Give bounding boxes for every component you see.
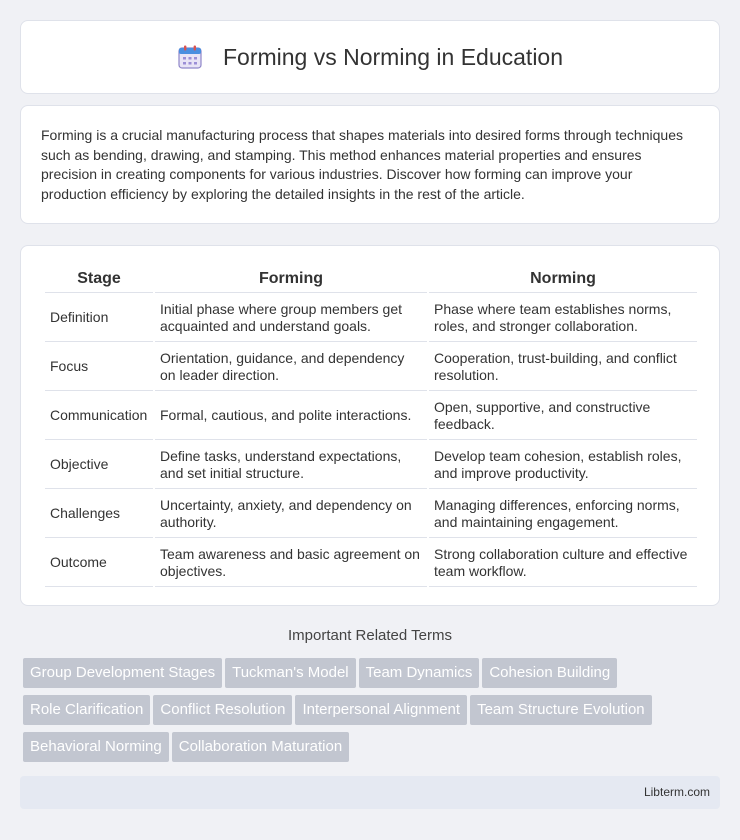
footer [20, 776, 720, 809]
stage-cell: Outcome [45, 540, 153, 587]
related-term-tag[interactable]: Interpersonal Alignment [295, 695, 467, 725]
column-header-norming: Norming [429, 268, 697, 293]
table-header-row [45, 268, 697, 293]
norming-cell: Phase where team establishes norms, roles, and stronger collaboration. [429, 295, 697, 342]
norming-cell: Managing differences, enforcing norms, and maintaining engagement. [429, 491, 697, 538]
table-row [45, 393, 697, 440]
related-term-tag[interactable]: Behavioral Norming [23, 732, 169, 762]
intro-text: Forming is a crucial manufacturing process that shapes materials into desired forms through techniques such as bending, drawing, and stamping. This method enhances material properties and ensures precision in creating components for various industries. Discover how forming can improve your production efficiency by exploring the detailed insights in the rest of the article. [41, 127, 683, 202]
related-term-tag[interactable]: Role Clarification [23, 695, 150, 725]
column-header-stage: Stage [45, 268, 153, 293]
column-header-forming: Forming [155, 268, 427, 293]
norming-cell: Open, supportive, and constructive feedback. [429, 393, 697, 440]
related-term-tag[interactable]: Team Structure Evolution [470, 695, 652, 725]
forming-cell: Formal, cautious, and polite interactions. [155, 393, 427, 440]
table-row [45, 442, 697, 489]
stage-cell: Focus [45, 344, 153, 391]
comparison-table [43, 266, 699, 589]
forming-cell: Define tasks, understand expectations, and set initial structure. [155, 442, 427, 489]
table-row [45, 540, 697, 587]
table-row [45, 295, 697, 342]
related-term-tag[interactable]: Group Development Stages [23, 658, 222, 688]
forming-cell: Orientation, guidance, and dependency on leader direction. [155, 344, 427, 391]
comparison-card [20, 245, 720, 606]
norming-cell: Develop team cohesion, establish roles, and improve productivity. [429, 442, 697, 489]
footer-site-link[interactable]: Libterm.com [643, 785, 710, 799]
forming-cell: Uncertainty, anxiety, and dependency on authority. [155, 491, 427, 538]
norming-cell: Strong collaboration culture and effective team workflow. [429, 540, 697, 587]
forming-cell: Initial phase where group members get acquainted and understand goals. [155, 295, 427, 342]
table-row [45, 491, 697, 538]
header-card [20, 20, 720, 94]
table-row [45, 344, 697, 391]
related-terms-list [23, 658, 723, 769]
related-terms-title: Important Related Terms [288, 627, 452, 644]
related-term-tag[interactable]: Conflict Resolution [153, 695, 292, 725]
stage-cell: Challenges [45, 491, 153, 538]
forming-cell: Team awareness and basic agreement on objectives. [155, 540, 427, 587]
related-term-tag[interactable]: Team Dynamics [359, 658, 480, 688]
stage-cell: Definition [45, 295, 153, 342]
calendar-icon [177, 44, 203, 70]
related-term-tag[interactable]: Tuckman's Model [225, 658, 356, 688]
intro-card [20, 105, 720, 224]
norming-cell: Cooperation, trust-building, and conflict resolution. [429, 344, 697, 391]
related-term-tag[interactable]: Cohesion Building [482, 658, 617, 688]
stage-cell: Objective [45, 442, 153, 489]
page-title: Forming vs Norming in Education [222, 43, 564, 70]
stage-cell: Communication [45, 393, 153, 440]
related-term-tag[interactable]: Collaboration Maturation [172, 732, 349, 762]
